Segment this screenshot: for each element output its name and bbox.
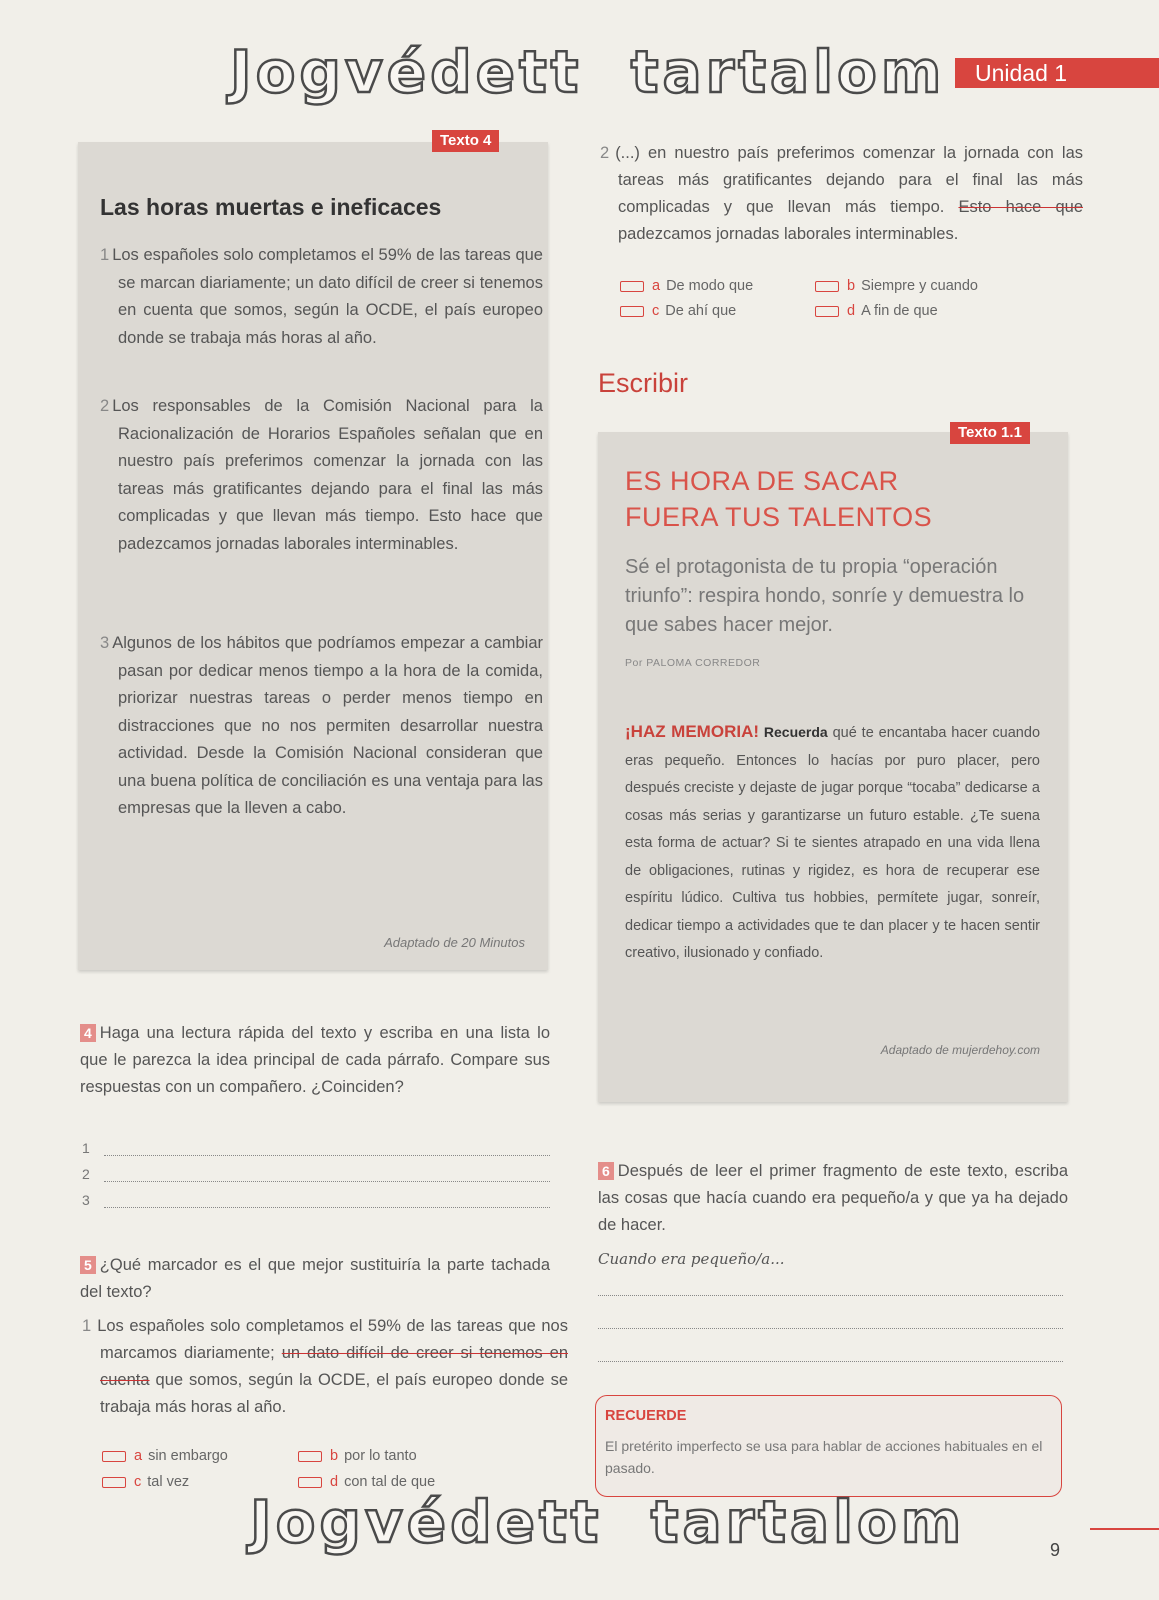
checkbox[interactable] <box>620 281 644 292</box>
texto4-title: Las horas muertas e ineficaces <box>100 194 442 220</box>
texto4-paragraph-2 <box>100 393 543 558</box>
magazine-title-line-1: ES HORA DE SACAR <box>625 466 899 496</box>
exercise-6 <box>598 1158 1068 1239</box>
exercise-4-instruction: Haga una lectura rápida del texto y escriba en una lista lo que le parezca la idea principal de cada párrafo. Compare sus respuestas con un compañero. ¿Coinciden? <box>80 1024 550 1096</box>
magazine-byline: Por PALOMA CORREDOR <box>625 657 761 669</box>
texto4-tag: Texto 4 <box>432 130 499 152</box>
option-1b[interactable]: b por lo tanto <box>298 1448 417 1464</box>
checkbox[interactable] <box>815 306 839 317</box>
checkbox[interactable] <box>102 1451 126 1462</box>
writing-line-1[interactable] <box>598 1295 1063 1296</box>
exercise-5-item-2 <box>600 140 1083 248</box>
magazine-body <box>625 718 1040 968</box>
item-text-before: Los españoles solo completamos el 59% de las tareas que nos marcamos diariamente; <box>97 1317 568 1362</box>
texto11-source: Adaptado de mujerdehoy.com <box>880 1043 1040 1057</box>
checkbox[interactable] <box>815 281 839 292</box>
exercise-number: 6 <box>598 1162 614 1180</box>
paragraph-number: 3 <box>100 634 110 652</box>
watermark-top: Jogvédett tartalom <box>230 38 946 106</box>
answer-line-label-2: 2 <box>82 1166 90 1182</box>
section-title-escribir: Escribir <box>598 368 689 398</box>
texto4-source: Adaptado de 20 Minutos <box>384 935 525 950</box>
struck-text: Esto hace que <box>958 198 1083 216</box>
page-accent-line <box>1090 1528 1159 1530</box>
checkbox[interactable] <box>298 1477 322 1488</box>
checkbox[interactable] <box>298 1451 322 1462</box>
exercise-5 <box>80 1252 550 1306</box>
texto4-paragraph-3 <box>100 630 543 823</box>
paragraph-text: Algunos de los hábitos que podríamos empezar a cambiar pasan por dedicar menos tiempo a la hora de la comida, priorizar nuestras tareas o perder menos tiempo en distracciones que no nos permiten desarrollar nuestra actividad. Desde la Comisión Nacional consideran que una buena política de conciliación es una ventaja para las empresas que la lleven a cabo. <box>112 634 543 817</box>
haz-memoria-label: ¡HAZ MEMORIA! <box>625 722 760 741</box>
option-1d[interactable]: d con tal de que <box>298 1474 435 1490</box>
exercise-6-instruction: Después de leer el primer fragmento de este texto, escriba las cosas que hacía cuando era pequeño/a y que ya ha dejado de hacer. <box>598 1162 1068 1234</box>
struck-text: un dato difícil de creer si tenemos en cuenta <box>100 1344 568 1389</box>
option-2a[interactable]: a De modo que <box>620 278 753 294</box>
item-text-after: que somos, según la OCDE, el país europeo donde se trabaja más horas al año. <box>100 1371 568 1416</box>
magazine-subtitle: Sé el protagonista de tu propia “operación triunfo”: respira hondo, sonríe y demuestra lo que sabes hacer mejor. <box>625 556 1025 636</box>
recuerde-title: RECUERDE <box>605 1408 687 1424</box>
unit-badge: Unidad 1 <box>955 58 1159 88</box>
magazine-body-text: qué te encantaba hacer cuando eras pequeño. Entonces lo hacías por puro placer, pero después creciste y dejaste de jugar porque “tocaba” dedicarse a cosas más serias y garantizarse un futuro estable. ¿Te suena esta forma de actuar? Si te sientes atrapado en una vida llena de obligaciones, rutinas y rigidez, es hora de recuperar ese espíritu lúdico. Cultiva tus hobbies, permítete jugar, sonreír, dedicar tiempo a actividades que te dan placer y te hacen sentir creativo, ilusionado y confiado. <box>625 725 1041 961</box>
answer-line-3[interactable] <box>104 1207 550 1208</box>
option-1c[interactable]: c tal vez <box>102 1474 189 1490</box>
paragraph-number: 1 <box>100 246 110 264</box>
option-1a[interactable]: a sin embargo <box>102 1448 228 1464</box>
watermark-bottom: Jogvédett tartalom <box>250 1488 966 1556</box>
paragraph-number: 2 <box>100 397 110 415</box>
answer-line-label-1: 1 <box>82 1140 90 1156</box>
magazine-title-line-2: FUERA TUS TALENTOS <box>625 502 933 532</box>
answer-start-text: Cuando era pequeño/a... <box>598 1250 785 1268</box>
option-2b[interactable]: b Siempre y cuando <box>815 278 978 294</box>
option-2c[interactable]: c De ahí que <box>620 303 736 319</box>
paragraph-text: Los españoles solo completamos el 59% de las tareas que se marcan diariamente; un dato difícil de creer si tenemos en cuenta que somos, según la OCDE, el país europeo donde se trabaja más horas al año. <box>112 246 543 347</box>
item-text-before: (...) en nuestro país preferimos comenzar la jornada con las tareas más gratificantes dejando para el final las más complicadas y que llevan más tiempo. <box>615 144 1083 216</box>
paragraph-text: Los responsables de la Comisión Nacional para la Racionalización de Horarios Españoles señalan que en nuestro país preferimos comenzar la jornada con las tareas más gratificantes dejando para el final las más complicadas y que llevan más tiempo. Esto hace que padezcamos jornadas laborales interminables. <box>112 397 543 553</box>
page-number: 9 <box>1050 1540 1061 1560</box>
checkbox[interactable] <box>620 306 644 317</box>
item-number: 1 <box>82 1317 92 1335</box>
exercise-number: 4 <box>80 1024 96 1042</box>
exercise-number: 5 <box>80 1256 96 1274</box>
answer-line-2[interactable] <box>104 1181 550 1182</box>
writing-line-2[interactable] <box>598 1328 1063 1329</box>
recuerde-text: El pretérito imperfecto se usa para hablar de acciones habituales en el pasado. <box>605 1438 1043 1476</box>
texto4-paragraph-1 <box>100 242 543 352</box>
writing-line-3[interactable] <box>598 1361 1063 1362</box>
checkbox[interactable] <box>102 1477 126 1488</box>
exercise-5-instruction: ¿Qué marcador es el que mejor sustituiría la parte tachada del texto? <box>80 1256 550 1301</box>
answer-line-1[interactable] <box>104 1155 550 1156</box>
item-number: 2 <box>600 144 610 162</box>
option-2d[interactable]: d A fin de que <box>815 303 938 319</box>
recuerda-label: Recuerda <box>763 724 828 740</box>
texto11-tag: Texto 1.1 <box>950 422 1030 444</box>
exercise-4 <box>80 1020 550 1101</box>
exercise-5-item-1 <box>82 1313 568 1421</box>
answer-line-label-3: 3 <box>82 1192 90 1208</box>
item-text-after: padezcamos jornadas laborales interminables. <box>618 225 959 243</box>
